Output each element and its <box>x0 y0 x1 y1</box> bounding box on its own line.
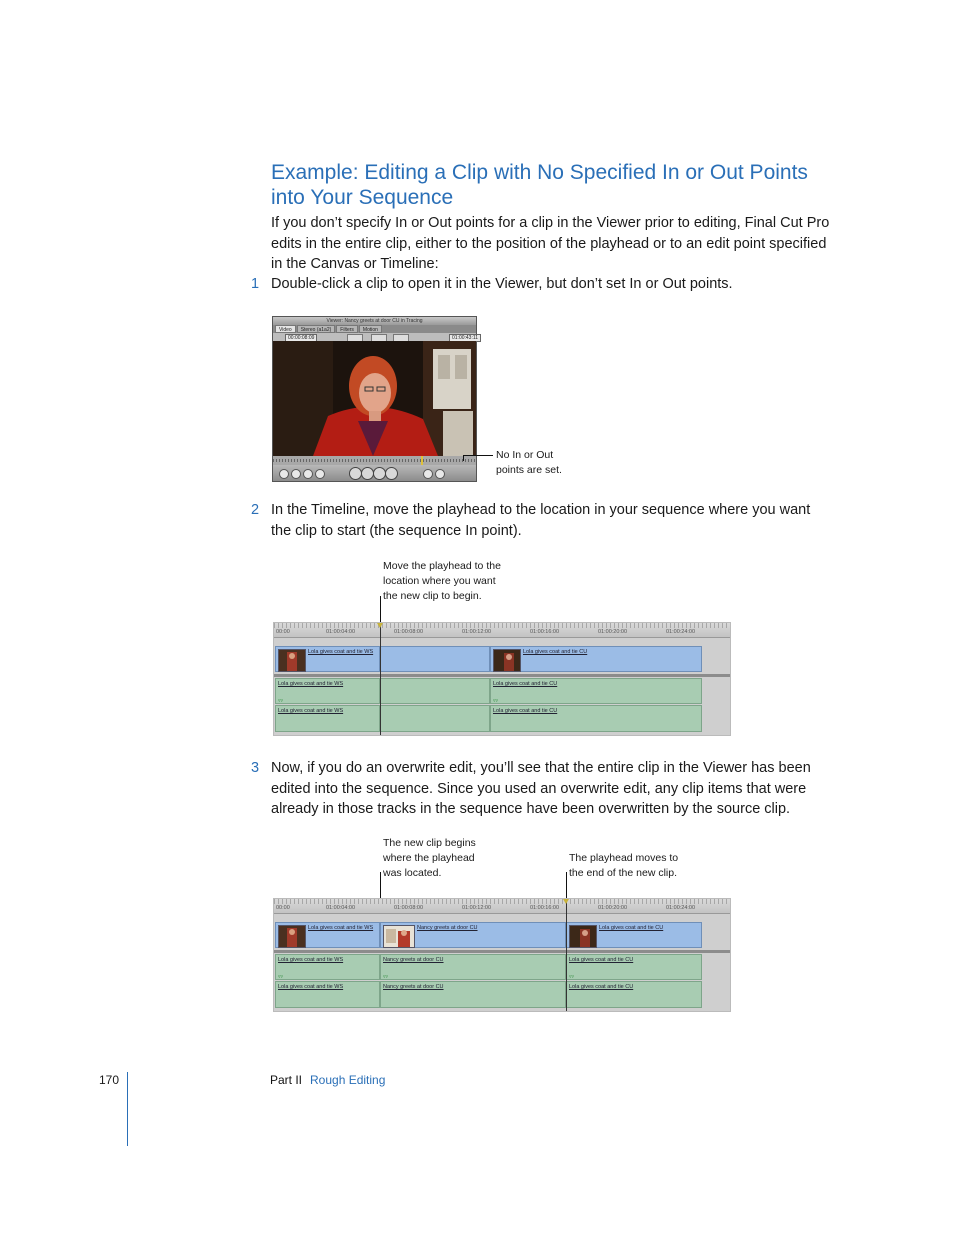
timeline1-audio-track-1 <box>274 677 730 705</box>
timeline2-callout-left: The new clip begins where the playhead was located. <box>383 837 476 879</box>
viewer-video-frame <box>273 341 476 456</box>
playhead-marker-icon[interactable] <box>377 623 383 628</box>
ruler-label: 01:00:04:00 <box>326 629 356 635</box>
viewer-tabs <box>275 325 382 333</box>
viewer-callout: No In or Out points are set. <box>496 449 562 476</box>
mark-in-button[interactable] <box>423 469 433 479</box>
timeline-clip[interactable] <box>275 646 380 672</box>
timeline2-screenshot <box>273 898 731 1012</box>
clip-thumbnail-image <box>384 926 414 947</box>
timeline-empty-region <box>380 646 490 672</box>
timeline2-callout-right: The playhead moves to the end of the new clip. <box>569 852 679 879</box>
timeline-clip[interactable] <box>566 922 702 948</box>
ruler-label: 00:00 <box>276 629 290 635</box>
ruler-label: 01:00:20:00 <box>598 905 628 911</box>
clip-thumbnail <box>278 925 306 948</box>
current-timecode[interactable]: 01:00:43:11 <box>449 334 481 342</box>
audio-clip[interactable] <box>275 678 380 704</box>
timeline1-callout: Move the playhead to the location where you want the new clip to begin. <box>383 560 501 602</box>
clip-name: Lola gives coat and tie CU <box>493 708 558 714</box>
add-marker-button[interactable] <box>315 469 325 479</box>
part-title-link[interactable]: Rough Editing <box>310 1073 386 1087</box>
audio-clip[interactable] <box>275 981 380 1008</box>
timeline1-screenshot <box>273 622 731 736</box>
clip-name: Nancy greets at door CU <box>383 984 444 990</box>
viewer-transport-controls <box>273 465 476 481</box>
viewer-playhead[interactable] <box>421 456 423 465</box>
audio-clip[interactable] <box>380 954 566 980</box>
ruler-label: 01:00:24:00 <box>666 905 696 911</box>
timeline2-audio-track-2 <box>274 981 730 1011</box>
timeline-clip-new[interactable] <box>380 922 566 948</box>
step-number-3: 3 <box>251 760 260 776</box>
part-label: Part II <box>270 1073 303 1087</box>
clip-name: Lola gives coat and tie WS <box>308 649 374 655</box>
link-indicator-icon: ▿▿ <box>493 698 499 704</box>
ruler-label: 01:00:08:00 <box>394 905 424 911</box>
callout-line-viewer <box>463 455 493 456</box>
clip-thumbnail-image <box>494 650 520 671</box>
clip-name: Lola gives coat and tie CU <box>569 957 634 963</box>
clip-thumbnail <box>569 925 597 948</box>
add-keyframe-button[interactable] <box>303 469 313 479</box>
link-indicator-icon: ▿▿ <box>278 698 284 704</box>
viewer-timecode-bar <box>273 333 479 341</box>
woman-in-red-image <box>273 341 476 456</box>
viewer-scrubber-bar[interactable] <box>273 456 476 465</box>
clip-name: Lola gives coat and tie CU <box>569 984 634 990</box>
ruler-label: 01:00:12:00 <box>462 629 492 635</box>
section-heading: Example: Editing a Clip with No Specified In or Out Points into Your Sequence <box>271 161 808 209</box>
mark-out-button[interactable] <box>435 469 445 479</box>
link-indicator-icon: ▿▿ <box>278 974 284 980</box>
timeline1-playhead[interactable] <box>380 623 381 736</box>
timeline2-playhead[interactable] <box>566 899 567 1012</box>
viewer-title: Viewer: Nancy greets at door CU in Tracing <box>273 317 476 325</box>
timeline-clip[interactable] <box>490 646 702 672</box>
audio-clip[interactable] <box>275 705 380 732</box>
clip-name: Lola gives coat and tie WS <box>308 925 374 931</box>
timeline1-ruler[interactable] <box>274 623 730 638</box>
clip-thumbnail-image <box>570 926 596 947</box>
clip-name: Lola gives coat and tie CU <box>599 925 664 931</box>
ruler-label: 01:00:24:00 <box>666 629 696 635</box>
mark-clip-button[interactable] <box>291 469 301 479</box>
clip-name: Lola gives coat and tie WS <box>278 957 344 963</box>
clip-name: Nancy greets at door CU <box>417 925 478 931</box>
clip-thumbnail <box>493 649 521 672</box>
clip-name: Lola gives coat and tie CU <box>523 649 588 655</box>
tab-video[interactable]: Video <box>275 325 296 333</box>
next-edit-button[interactable] <box>385 467 398 480</box>
ruler-label: 01:00:20:00 <box>598 629 628 635</box>
audio-clip[interactable] <box>490 705 702 732</box>
scrubber-ticks <box>273 459 476 462</box>
clip-name: Lola gives coat and tie WS <box>278 681 344 687</box>
match-frame-button[interactable] <box>279 469 289 479</box>
step-text-3: Now, if you do an overwrite edit, you’ll see that the entire clip in the Viewer has been edited into the sequence. Since you used an overwrite edit, any clip items that were already in those tracks in the sequence have been overwritten by the source clip. <box>271 760 811 817</box>
clip-thumbnail-image <box>279 650 305 671</box>
timeline2-video-track <box>274 914 730 950</box>
audio-clip[interactable] <box>380 981 566 1008</box>
footer-rule <box>127 1072 128 1146</box>
clip-name: Lola gives coat and tie CU <box>493 681 558 687</box>
timeline-clip[interactable] <box>275 922 380 948</box>
audio-clip[interactable] <box>566 954 702 980</box>
step-text-2: In the Timeline, move the playhead to the location in your sequence where you want the clip to start (the sequence In point). <box>271 502 811 539</box>
step-number-1: 1 <box>251 276 260 292</box>
step-number-2: 2 <box>251 502 260 518</box>
audio-clip[interactable] <box>490 678 702 704</box>
timeline-empty-region <box>380 678 490 704</box>
duration-timecode[interactable]: 00:00:08:09 <box>285 334 317 342</box>
tab-motion[interactable]: Motion <box>359 325 382 333</box>
link-indicator-icon: ▿▿ <box>569 974 575 980</box>
ruler-label: 01:00:16:00 <box>530 905 560 911</box>
ruler-label: 01:00:04:00 <box>326 905 356 911</box>
viewer-window-screenshot <box>272 316 477 482</box>
timeline1-video-track <box>274 638 730 674</box>
timeline2-ruler[interactable] <box>274 899 730 914</box>
timeline2-audio-track-1 <box>274 953 730 981</box>
ruler-label: 00:00 <box>276 905 290 911</box>
clip-thumbnail-image <box>279 926 305 947</box>
footer-part <box>270 1072 385 1088</box>
intro-paragraph: If you don’t specify In or Out points for a clip in the Viewer prior to editing, Final Cut Pro edits in the entire clip, either to the position of the playhead or to an edit point specified in the Canvas or Timeline: <box>271 215 830 272</box>
clip-name: Nancy greets at door CU <box>383 957 444 963</box>
audio-clip[interactable] <box>566 981 702 1008</box>
page-number: 170 <box>99 1073 120 1087</box>
step-text-1: Double-click a clip to open it in the Viewer, but don’t set In or Out points. <box>271 276 733 292</box>
playhead-marker-icon[interactable] <box>563 899 569 904</box>
clip-thumbnail <box>278 649 306 672</box>
audio-clip[interactable] <box>275 954 380 980</box>
ruler-label: 01:00:12:00 <box>462 905 492 911</box>
tab-filters[interactable]: Filters <box>336 325 358 333</box>
tab-stereo[interactable]: Stereo (a1a2) <box>297 325 336 333</box>
link-indicator-icon: ▿▿ <box>383 974 389 980</box>
clip-name: Lola gives coat and tie WS <box>278 708 344 714</box>
timeline1-audio-track-2 <box>274 705 730 735</box>
clip-name: Lola gives coat and tie WS <box>278 984 344 990</box>
callout-line-viewer-tick <box>463 455 464 461</box>
timeline-empty-region <box>380 705 490 732</box>
ruler-label: 01:00:08:00 <box>394 629 424 635</box>
clip-thumbnail <box>383 925 415 948</box>
ruler-label: 01:00:16:00 <box>530 629 560 635</box>
